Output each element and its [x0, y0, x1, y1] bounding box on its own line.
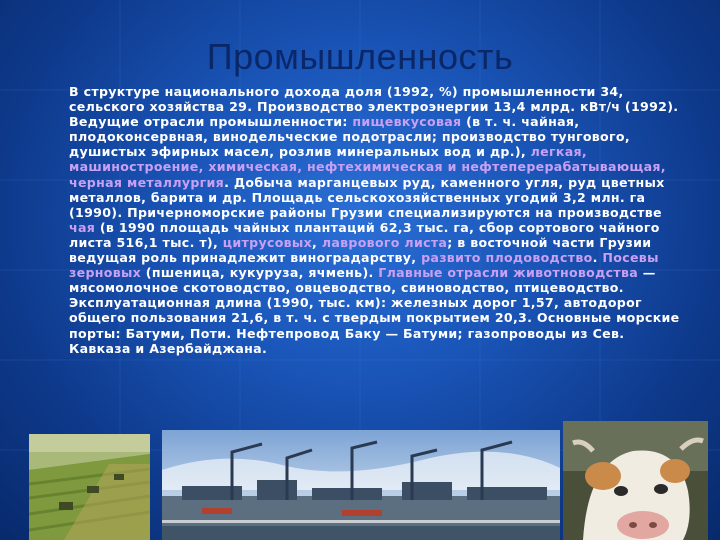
slide-title: Промышленность — [206, 36, 514, 77]
highlighted-text-segment: лаврового листа — [321, 234, 448, 250]
highlighted-text-segment: легкая, машиностроение, химическая, нефтехимическая и нефтеперерабатывающая, черная металлургия — [69, 144, 666, 190]
highlighted-text-segment: развито плодоводство — [421, 250, 593, 266]
highlighted-text-segment: пищевкусовая — [352, 114, 462, 130]
highlighted-text-segment: цитрусовых — [222, 234, 313, 250]
seaport-cranes-photo — [162, 430, 560, 540]
text-segment: (пшеница, кукуруза, ячмень). — [141, 265, 379, 281]
highlighted-text-segment: чая — [69, 219, 96, 235]
text-segment: — мясомолочное скотоводство, овцеводство, свиноводство, птицеводство. Эксплуатационная длина (1990, тыс. км): железных дорог 1,57, автодорог общего пользования 21,6, в т. ч. с твердым покрытием 20,3. Основные морские порты: Батуми, Поти. Нефтепровод Баку — Батуми; газопроводы из Сев. Кавказа и Азербайджана. — [69, 265, 680, 356]
text-segment: . Добыча марганцевых руд, каменного угля, руд цветных металлов, барита и др. Площадь сельскохозяйственных угодий 3,2 млн. га (1990). Причерноморские районы Грузии специализируются на производстве — [69, 174, 665, 220]
text-segment: (в 1990 площадь чайных плантаций 62,3 тыс. га, сбор сортового чайного листа 516,1 тыс. т), — [69, 219, 660, 250]
text-segment: (в т. ч. чайная, плодоконсервная, винодельческие подотрасли; производство тунгового, душистых эфирных масел, розлив минеральных вод и др.), — [69, 114, 630, 160]
text-segment: ; в восточной части Грузии ведущая роль принадлежит виноградарству, — [69, 234, 652, 266]
text-segment: , — [312, 234, 322, 250]
cow-photo — [563, 421, 708, 540]
text-segment: В структуре национального дохода доля (1992, %) промышленности 34, сельского хозяйства 29. Производство электроэнергии 13,4 млрд. кВт/ч (1992). Ведущие отрасли промышленности: — [69, 84, 679, 130]
harvest-field-photo — [29, 434, 150, 540]
highlighted-text-segment: Посевы зерновых — [69, 250, 659, 281]
text-segment: . — [592, 250, 603, 266]
slide-body-text — [69, 84, 681, 356]
highlighted-text-segment: Главные отрасли животноводства — [378, 265, 639, 281]
